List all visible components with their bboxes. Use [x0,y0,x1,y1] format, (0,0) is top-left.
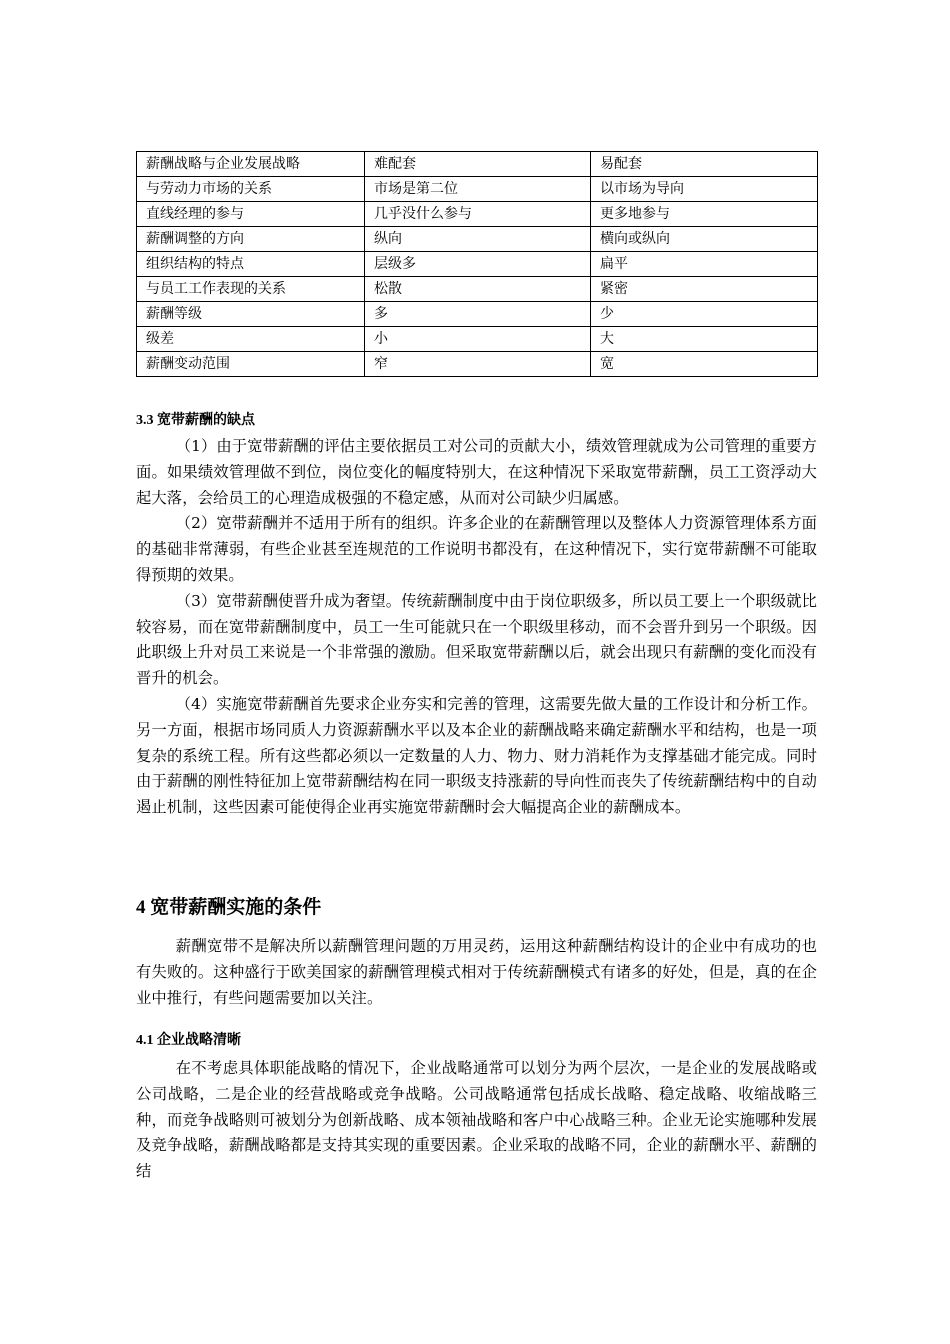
table-cell: 薪酬调整的方向 [137,227,365,252]
table-cell: 薪酬变动范围 [137,352,365,377]
table-cell: 与劳动力市场的关系 [137,177,365,202]
table-cell: 薪酬等级 [137,302,365,327]
table-cell: 难配套 [365,152,591,177]
section-4 [136,894,817,1011]
paragraph: （1）由于宽带薪酬的评估主要依据员工对公司的贡献大小，绩效管理就成为公司管理的重要方面。如果绩效管理做不到位，岗位变化的幅度特别大，在这种情况下采取宽带薪酬，员工工资浮动大起大落，会给员工的心理造成极强的不稳定感，从而对公司缺少归属感。 [136,437,817,507]
table-cell: 宽 [591,352,818,377]
table-cell: 窄 [365,352,591,377]
table-cell: 大 [591,327,818,352]
table-cell: 易配套 [591,152,818,177]
table-cell: 少 [591,302,818,327]
table-cell: 更多地参与 [591,202,818,227]
section-heading: 3.3 宽带薪酬的缺点 [136,413,255,428]
table-cell: 直线经理的参与 [137,202,365,227]
section-heading: 4.1 企业战略清晰 [136,1033,241,1048]
paragraph: 薪酬宽带不是解决所以薪酬管理问题的万用灵药，运用这种薪酬结构设计的企业中有成功的也有失败的。这种盛行于欧美国家的薪酬管理模式相对于传统薪酬模式有诸多的好处，但是，真的在企业中推行，有些问题需要加以关注。 [136,937,817,1007]
table-row [137,227,818,252]
table-cell: 紧密 [591,277,818,302]
table-cell: 市场是第二位 [365,177,591,202]
section-3-3 [136,410,817,821]
paragraph: （3）宽带薪酬使晋升成为奢望。传统薪酬制度中由于岗位职级多，所以员工要上一个职级就比较容易，而在宽带薪酬制度中，员工一生可能就只在一个职级里移动，而不会晋升到另一个职级。因此职级上升对员工来说是一个非常强的激励。但采取宽带薪酬以后，就会出现只有薪酬的变化而没有晋升的机会。 [136,591,817,688]
comparison-table [136,151,818,377]
table-cell: 级差 [137,327,365,352]
table-cell: 横向或纵向 [591,227,818,252]
paragraph: 在不考虑具体职能战略的情况下，企业战略通常可以划分为两个层次，一是企业的发展战略或公司战略，二是企业的经营战略或竞争战略。公司战略通常包括成长战略、稳定战略、收缩战略三种，而竞争战略则可被划分为创新战略、成本领袖战略和客户中心战略三种。企业无论实施哪种发展及竞争战略，薪酬战略都是支持其实现的重要因素。企业采取的战略不同，企业的薪酬水平、薪酬的结 [136,1059,817,1181]
table-row [137,152,818,177]
paragraph: （2）宽带薪酬并不适用于所有的组织。许多企业的在薪酬管理以及整体人力资源管理体系方面的基础非常薄弱，有些企业甚至连规范的工作说明书都没有，在这种情况下，实行宽带薪酬不可能取得预期的效果。 [136,514,817,584]
paragraph: （4）实施宽带薪酬首先要求企业夯实和完善的管理，这需要先做大量的工作设计和分析工作。另一方面，根据市场同质人力资源薪酬水平以及本企业的薪酬战略来确定薪酬水平和结构，也是一项复杂的系统工程。所有这些都必须以一定数量的人力、物力、财力消耗作为支撑基础才能完成。同时由于薪酬的刚性特征加上宽带薪酬结构在同一职级支持涨薪的导向性而丧失了传统薪酬结构中的自动遏止机制，这些因素可能使得企业再实施宽带薪酬时会大幅提高企业的薪酬成本。 [136,694,817,817]
table-row [137,302,818,327]
table-cell: 层级多 [365,252,591,277]
table-row [137,252,818,277]
table-cell: 扁平 [591,252,818,277]
table-row [137,277,818,302]
table-cell: 与员工工作表现的关系 [137,277,365,302]
table-cell: 组织结构的特点 [137,252,365,277]
section-4-1 [136,1030,817,1185]
table-cell: 薪酬战略与企业发展战略 [137,152,365,177]
table-cell: 松散 [365,277,591,302]
table-cell: 小 [365,327,591,352]
table-cell: 几乎没什么参与 [365,202,591,227]
table-cell: 多 [365,302,591,327]
table-row [137,327,818,352]
table-cell: 以市场为导向 [591,177,818,202]
table-row [137,202,818,227]
section-heading: 4 宽带薪酬实施的条件 [136,897,322,918]
table-row [137,177,818,202]
table-row [137,352,818,377]
table-cell: 纵向 [365,227,591,252]
